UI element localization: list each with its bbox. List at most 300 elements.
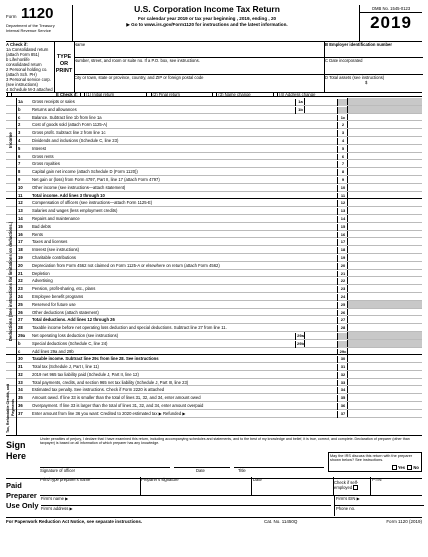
amount-line-number: 33: [337, 380, 348, 387]
line-number: 11: [18, 192, 23, 198]
section-border: [16, 98, 17, 435]
line-number: 16: [18, 231, 23, 237]
form-line: [6, 332, 422, 340]
line-description: Gross rents: [32, 153, 54, 159]
line-description: Interest: [32, 145, 46, 151]
final-return-checkbox[interactable]: [146, 92, 151, 97]
amount-line-number: 34: [337, 387, 348, 394]
line-description: Capital gain net income (attach Schedule D (Form 1120)): [32, 169, 138, 175]
form-line: [6, 270, 422, 278]
line-number: 24: [18, 293, 23, 299]
paid-preparer-section: [6, 477, 422, 518]
form-line: [6, 160, 422, 168]
preparer-row1: [40, 477, 422, 496]
form-line: [6, 348, 422, 356]
paperwork-notice: For Paperwork Reduction Act Notice, see separate instructions.: [6, 519, 143, 524]
self-employed-label: Check if self-employed: [334, 480, 359, 490]
amount-line-number: 16: [337, 232, 348, 239]
form-line: [6, 106, 422, 114]
form-line: [6, 192, 422, 200]
form-line: [6, 114, 422, 122]
form-line: [6, 238, 422, 246]
amount-line-number: 25: [337, 302, 348, 309]
ein-label: B Employer identification number: [325, 42, 393, 47]
line-description: Gross profit. Subtract line 2 from line 1c: [32, 130, 106, 136]
line-description: Net gain or (loss) from Form 4797, Part II, line 17 (attach Form 4797): [32, 176, 160, 182]
line-number: 32: [18, 371, 23, 377]
form-line: [6, 207, 422, 215]
name-change-label: (3) Name change: [218, 92, 251, 97]
amount-field[interactable]: [347, 402, 422, 409]
deductions-section-label: Deductions (See instructions for limitations on deductions.): [8, 221, 13, 341]
no-label: No: [413, 464, 419, 470]
form-line: [6, 121, 422, 129]
amount-field[interactable]: [347, 231, 422, 238]
line-number: 37: [18, 410, 23, 416]
form-line: [6, 363, 422, 371]
ptin-field[interactable]: [370, 477, 424, 495]
officer-signature-label: Signature of officer: [40, 468, 76, 473]
inline-line-number: 29a: [295, 333, 305, 340]
form-line: [6, 301, 422, 309]
sign-date-field[interactable]: [174, 454, 230, 468]
line-number: 25: [18, 301, 23, 307]
form-line: [6, 340, 422, 348]
line-description: Interest (see instructions): [32, 247, 80, 253]
amount-field[interactable]: [347, 277, 422, 284]
line-description: Employee benefit programs: [32, 293, 84, 299]
line-number: b: [18, 106, 21, 112]
amount-field[interactable]: [347, 238, 422, 245]
tax-year: 2019: [370, 13, 412, 32]
form-line: [6, 324, 422, 332]
line-number: 2: [18, 122, 21, 128]
amount-field[interactable]: [347, 394, 422, 401]
type-print-text: TYPE OR PRINT: [55, 54, 73, 74]
line-description: Enter amount from line 36 you want: Credited to 2020 estimated tax ▶ Refunded ▶: [32, 410, 186, 416]
consolidated-return-option[interactable]: [6, 47, 54, 57]
personal-service-label: 3 Personal service corp. (see instructions): [6, 77, 51, 87]
shaded-amount-cell: [347, 98, 422, 105]
amount-field[interactable]: [347, 184, 422, 191]
form-line: [6, 145, 422, 153]
yes-label: Yes: [397, 464, 406, 470]
preparer-signature-field[interactable]: [140, 477, 252, 495]
amount-field[interactable]: [347, 386, 422, 393]
amount-field[interactable]: [347, 285, 422, 292]
amount-field[interactable]: [347, 153, 422, 160]
personal-holding-label: 2 Personal holding co. (attach Sch. PH): [6, 67, 48, 77]
amount-line-number: 13: [337, 208, 348, 215]
form-line: [6, 153, 422, 161]
amount-field[interactable]: [347, 293, 422, 300]
shaded-amount-cell: [347, 106, 422, 113]
amount-line-number: 6: [337, 154, 348, 161]
schedule-m3-label: 4 Schedule M-3 attached: [6, 87, 53, 92]
line-description: Taxable income before net operating loss deduction and special deductions. Subtract line 27 from line 11.: [32, 325, 227, 331]
ptin-label: PTIN: [372, 477, 382, 482]
date-incorporated-field[interactable]: [324, 58, 423, 75]
inline-line-number: 1a: [295, 99, 305, 106]
form-line: [6, 309, 422, 317]
self-employed-option[interactable]: [334, 480, 370, 494]
type-or-print-label: [54, 42, 75, 92]
line-description: Net operating loss deduction (see instructions): [32, 332, 119, 338]
line-number: b: [18, 340, 21, 346]
phone-field[interactable]: [334, 506, 424, 516]
line-number: 20: [18, 262, 23, 268]
line-number: 9: [18, 176, 21, 182]
form-line: [6, 231, 422, 239]
amount-line-number: 17: [337, 239, 348, 246]
omb-number: OMB No. 1545-0123: [360, 5, 422, 13]
amount-line-number: 3: [337, 130, 348, 137]
life-nonlife-option[interactable]: [6, 57, 54, 67]
firm-ein-field[interactable]: [334, 496, 424, 506]
line-description: Bad debts: [32, 223, 51, 229]
initial-return-label: (1) Initial return: [86, 92, 115, 97]
form-line: [6, 137, 422, 145]
form-line: [6, 262, 422, 270]
form-line: [6, 355, 422, 363]
address-change-label: (4) Address change: [279, 92, 316, 97]
amount-line-number: 12: [337, 200, 348, 207]
paid-preparer-label: [6, 481, 40, 511]
amount-field[interactable]: [347, 348, 422, 355]
preparer-signature-label: Preparer's signature: [141, 477, 179, 482]
amount-field[interactable]: [347, 254, 422, 261]
line-number: 7: [18, 161, 21, 167]
amount-line-number: 37: [337, 411, 348, 418]
line-number: 30: [18, 356, 23, 362]
amount-line-number: 11: [337, 193, 348, 200]
name-change-checkbox[interactable]: [212, 92, 217, 97]
form-title: U.S. Corporation Income Tax Return: [134, 4, 280, 14]
line-number: c: [18, 348, 21, 354]
line-description: Estimated tax penalty. See instructions. Check if Form 2220 is attached: [32, 387, 165, 393]
amount-field[interactable]: [347, 355, 422, 362]
line-number: 36: [18, 403, 23, 409]
phone-label: Phone no.: [336, 506, 356, 511]
line-description: Total income. Add lines 3 through 10: [32, 192, 105, 198]
amount-field[interactable]: [347, 160, 422, 167]
amount-field[interactable]: [347, 262, 422, 269]
amount-field[interactable]: [347, 223, 422, 230]
form-line: [6, 394, 422, 402]
line-description: Special deductions (Schedule C, line 24): [32, 340, 108, 346]
discuss-question: May the IRS discuss this return with the preparer shown below? See instructions.: [330, 454, 413, 463]
line-description: Reserved for future use: [32, 301, 76, 307]
form-1120-page: [6, 3, 422, 551]
line-number: 6: [18, 153, 21, 159]
line-number: 28: [18, 325, 23, 331]
amount-field[interactable]: [347, 316, 422, 323]
amount-line-number: 24: [337, 294, 348, 301]
line-description: Charitable contributions: [32, 254, 76, 260]
amount-line-number: 29c: [337, 349, 348, 356]
line-number: 17: [18, 239, 23, 245]
line-description: Add lines 29a and 29b: [32, 348, 74, 354]
street-field[interactable]: [74, 58, 324, 75]
line-number: 18: [18, 247, 23, 253]
line-description: Returns and allowances: [32, 106, 77, 112]
line-number: 21: [18, 270, 23, 276]
firm-address-label: Firm's address ▶: [41, 506, 73, 511]
form-title-block: [76, 4, 338, 27]
line-number: 19: [18, 254, 23, 260]
line-number: 10: [18, 184, 23, 190]
ein-field[interactable]: [324, 42, 423, 58]
line-number: 15: [18, 223, 23, 229]
paid-word: Paid: [6, 481, 22, 490]
line-description: Amount owed. If line 33 is smaller than the total of lines 31, 32, and 34, enter amount owed: [32, 395, 201, 401]
form-line: [6, 285, 422, 293]
amount-line-number: 21: [337, 271, 348, 278]
amount-line-number: 18: [337, 247, 348, 254]
line-number: 14: [18, 215, 23, 221]
tax-section-label: Tax, Refundable Credits, and Payments: [6, 383, 15, 433]
line-description: Depreciation from Form 4562 not claimed on Form 1125-A or elsewhere on return (attach Form 4562): [32, 262, 220, 268]
line-number: 33: [18, 379, 23, 385]
line-description: Rents: [32, 231, 43, 237]
amount-field[interactable]: [347, 379, 422, 386]
name-field[interactable]: [74, 42, 324, 58]
line-number: 12: [18, 200, 23, 206]
e-check-label: E Check if:: [56, 92, 78, 97]
line-number: 27: [18, 317, 23, 323]
form-lines: [6, 98, 422, 418]
officer-title-field[interactable]: [234, 454, 324, 468]
form-line: [6, 254, 422, 262]
amount-field[interactable]: [347, 410, 422, 417]
line-description: Salaries and wages (less employment credits): [32, 208, 118, 214]
form-line: [6, 293, 422, 301]
total-assets-field[interactable]: [324, 75, 423, 91]
line-number: 8: [18, 169, 21, 175]
line-description: Taxable income. Subtract line 29c from line 28. See instructions: [32, 356, 159, 362]
amount-line-number: 4: [337, 138, 348, 145]
amount-line-number: 30: [337, 356, 348, 363]
form-line: [6, 316, 422, 324]
consolidated-return-label: 1a Consolidated return (attach Form 851): [6, 47, 49, 57]
preparer-date-label: Date: [253, 477, 262, 482]
line-description: 2019 net 965 tax liability paid (Schedule J, Part II, line 12): [32, 371, 139, 377]
discuss-no-checkbox[interactable]: [407, 465, 412, 470]
inline-line-number: 29b: [295, 341, 305, 348]
amount-line-number: 35: [337, 395, 348, 402]
amount-field[interactable]: [347, 114, 422, 121]
line-description: Compensation of officers (see instructions—attach Form 1125-E): [32, 200, 153, 206]
catalog-number: Cat. No. 11450Q: [264, 519, 298, 524]
form-line: [6, 168, 422, 176]
amount-line-number: 19: [337, 255, 348, 262]
street-label: Number, street, and room or suite no. If a P.O. box, see instructions.: [74, 58, 200, 63]
line-description: Other income (see instructions—attach statement): [32, 184, 126, 190]
line-description: Gross receipts or sales: [32, 99, 75, 104]
discuss-box: [328, 452, 422, 472]
line-description: Depletion: [32, 270, 50, 276]
date-incorporated-label: C Date incorporated: [325, 58, 363, 63]
check-if-label: A Check if:: [6, 42, 28, 47]
line-number: 31: [18, 364, 23, 370]
tax-year-line: For calendar year 2019 or tax year beginning , 2019, ending , 20: [137, 16, 277, 21]
line-number: c: [18, 114, 21, 120]
line-description: Overpayment. If line 33 is larger than the total of lines 31, 32, and 34, enter amount overpaid: [32, 403, 204, 409]
form-line: [6, 215, 422, 223]
check-if-column: [6, 42, 55, 92]
amount-field[interactable]: [347, 246, 422, 253]
amount-field[interactable]: [347, 270, 422, 277]
amount-field[interactable]: [347, 371, 422, 378]
amount-field[interactable]: [347, 145, 422, 152]
amount-line-number: 26: [337, 310, 348, 317]
line-number: 34: [18, 387, 23, 393]
self-employed-checkbox[interactable]: [353, 485, 358, 490]
amount-field[interactable]: [347, 309, 422, 316]
dollar-sign: $: [365, 80, 368, 85]
city-field[interactable]: [74, 75, 324, 91]
preparer-date-field[interactable]: [252, 477, 334, 495]
name-address-column: [74, 42, 325, 92]
form-footer-id: Form 1120 (2019): [386, 519, 422, 524]
amount-field[interactable]: [347, 168, 422, 175]
form-line: [6, 223, 422, 231]
line-number: 4: [18, 137, 21, 143]
amount-line-number: 27: [337, 317, 348, 324]
officer-signature-field[interactable]: [40, 454, 170, 468]
line-number: 23: [18, 286, 23, 292]
discuss-yes-checkbox[interactable]: [392, 465, 397, 470]
officer-title-label: Title: [238, 468, 246, 473]
line-number: 35: [18, 395, 23, 401]
form-line: [6, 199, 422, 207]
life-nonlife-label: b Life/nonlife consolidated return: [6, 57, 42, 67]
amount-field[interactable]: [347, 121, 422, 128]
amount-field: [347, 301, 422, 308]
form-line: [6, 277, 422, 285]
form-line: [6, 98, 422, 106]
preparer-name-label: Print/Type preparer's name: [40, 477, 91, 482]
firm-name-label: Firm's name ▶: [41, 496, 69, 501]
amount-field[interactable]: [347, 192, 422, 199]
firm-name-field[interactable]: [41, 496, 331, 506]
amount-line-number: 32: [337, 372, 348, 379]
amount-line-number: 5: [337, 146, 348, 153]
amount-line-number: 1c: [337, 115, 348, 122]
line-description: Dividends and inclusions (Schedule C, line 23): [32, 137, 119, 143]
firm-ein-label: Firm's EIN ▶: [336, 496, 360, 501]
form-line: [6, 246, 422, 254]
line-description: Cost of goods sold (attach Form 1125-A): [32, 122, 108, 128]
line-number: 5: [18, 145, 21, 151]
amount-field[interactable]: [347, 199, 422, 206]
line-number: 1a: [18, 99, 23, 104]
amount-field[interactable]: [347, 137, 422, 144]
preparer-name-field[interactable]: [40, 477, 141, 495]
check-if-return-row: [6, 92, 422, 97]
line-number: 29a: [18, 332, 25, 338]
line-description: Total deductions. Add lines 12 through 26: [32, 317, 115, 323]
amount-line-number: 28: [337, 325, 348, 332]
amount-line-number: 14: [337, 216, 348, 223]
amount-line-number: 9: [337, 177, 348, 184]
line-number: 22: [18, 278, 23, 284]
sign-word: Sign: [6, 440, 26, 450]
use-only-word: Use Only: [6, 501, 39, 510]
omb-box: [359, 5, 422, 41]
line-description: Repairs and maintenance: [32, 215, 80, 221]
form-label: Form: [6, 14, 17, 19]
form-line: [6, 402, 422, 410]
line-description: Gross royalties: [32, 161, 60, 167]
instructions-link[interactable]: ▶ Go to www.irs.gov/Form1120 for instructions and the latest information.: [126, 22, 288, 27]
perjury-statement: Under penalties of perjury, I declare that I have examined this return, including accompanying schedules and statements, and to the best of my knowledge and belief, it is true, correct, and complete. Declaration of preparer (other than taxpayer) is based on all information of which preparer has any knowledge.: [40, 437, 410, 446]
personal-holding-option[interactable]: [6, 67, 54, 77]
amount-field[interactable]: [347, 363, 422, 370]
line-description: Advertising: [32, 278, 53, 284]
right-id-column: [324, 42, 422, 92]
amount-field[interactable]: [347, 129, 422, 136]
form-line: [6, 129, 422, 137]
amount-field[interactable]: [347, 215, 422, 222]
amount-line-number: 23: [337, 286, 348, 293]
city-label: City or town, state or province, country, and ZIP or foreign postal code: [74, 75, 204, 80]
line-number: 13: [18, 208, 23, 214]
here-word: Here: [6, 451, 27, 461]
initial-return-checkbox[interactable]: [80, 92, 85, 97]
line-number: 3: [18, 130, 21, 136]
form-line: [6, 184, 422, 192]
amount-line-number: 20: [337, 263, 348, 270]
name-label: Name: [74, 42, 86, 47]
yes-no-options: [391, 465, 419, 470]
line-description: Other deductions (attach statement): [32, 309, 99, 315]
final-return-label: (2) Final return: [152, 92, 181, 97]
form-number: 1120: [20, 5, 54, 22]
firm-address-field[interactable]: [41, 506, 331, 516]
amount-line-number: 8: [337, 169, 348, 176]
amount-field[interactable]: [347, 324, 422, 331]
line-description: Total payments, credits, and section 965 net tax liability (Schedule J, Part III, line 23): [32, 379, 189, 385]
amount-line-number: 22: [337, 278, 348, 285]
line-number: 26: [18, 309, 23, 315]
form-line: [6, 176, 422, 184]
entity-section: [6, 42, 422, 97]
shaded-amount-cell: [347, 340, 422, 347]
inline-line-number: 1b: [295, 107, 305, 114]
amount-field[interactable]: [347, 207, 422, 214]
address-change-checkbox[interactable]: [273, 92, 278, 97]
form-line: [6, 410, 422, 418]
irs-label: Internal Revenue Service: [6, 28, 51, 33]
amount-field[interactable]: [347, 176, 422, 183]
income-section-label: Income: [8, 132, 13, 148]
form-line: [6, 379, 422, 387]
amount-line-number: 15: [337, 224, 348, 231]
amount-line-number: 31: [337, 364, 348, 371]
line-description: Taxes and licenses: [32, 239, 68, 245]
form-line: [6, 386, 422, 394]
sign-here-section: [6, 435, 422, 479]
amount-line-number: 10: [337, 185, 348, 192]
shaded-amount-cell: [347, 332, 422, 339]
dept-treasury: Department of the Treasury: [6, 23, 55, 28]
form-footer: [6, 519, 422, 524]
personal-service-option[interactable]: [6, 77, 54, 87]
line-description: Balance. Subtract line 1b from line 1a: [32, 114, 102, 120]
form-header: [6, 3, 422, 42]
preparer-word: Preparer: [6, 491, 37, 500]
